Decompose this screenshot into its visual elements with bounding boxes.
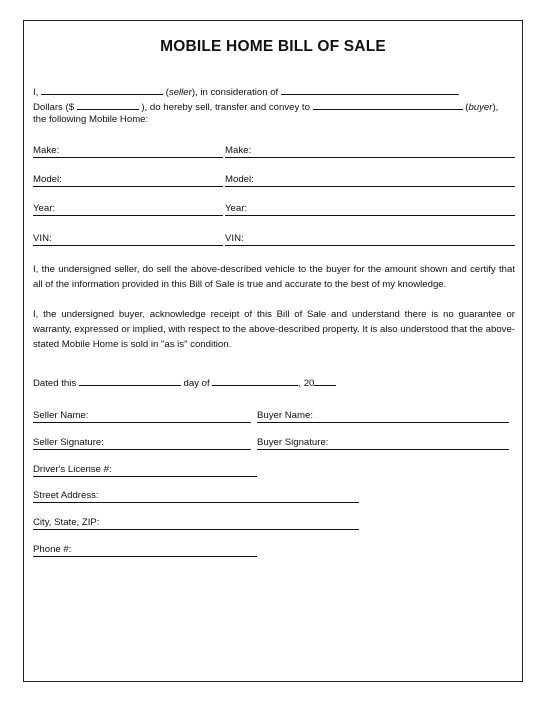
drivers-license-field[interactable] bbox=[33, 464, 257, 477]
dollars-blank[interactable] bbox=[77, 99, 139, 110]
intro-line-1: I, (seller), in consideration of bbox=[33, 84, 459, 99]
seller-signature-field[interactable] bbox=[33, 437, 251, 450]
buyer-name-field[interactable] bbox=[257, 410, 509, 423]
phone-field[interactable] bbox=[33, 544, 257, 557]
intro-line-3: the following Mobile Home: bbox=[33, 114, 149, 125]
day-of-label: day of bbox=[183, 378, 210, 389]
dated-this-label: Dated this bbox=[33, 378, 77, 389]
phone-label: Phone #: bbox=[33, 544, 72, 555]
make-field-right[interactable] bbox=[225, 145, 515, 158]
model-field-right[interactable] bbox=[225, 174, 515, 187]
year-field-right[interactable] bbox=[225, 203, 515, 216]
buyer-name-label: Buyer Name: bbox=[257, 410, 313, 421]
street-address-field[interactable] bbox=[33, 490, 359, 503]
seller-signature-label: Seller Signature: bbox=[33, 437, 104, 448]
vin-label: VIN: bbox=[33, 233, 52, 244]
buyer-signature-field[interactable] bbox=[257, 437, 509, 450]
vin-field-left[interactable] bbox=[33, 233, 223, 246]
intro-line-2: Dollars ($ ), do hereby sell, transfer and convey to (buyer), bbox=[33, 99, 498, 114]
intro-i: I, bbox=[33, 87, 39, 98]
dated-line bbox=[33, 375, 336, 390]
consideration-amount-blank[interactable] bbox=[281, 84, 459, 95]
buyer-label: buyer bbox=[468, 102, 493, 113]
bill-of-sale-form bbox=[23, 20, 523, 682]
convey-text: ), do hereby sell, transfer and convey to bbox=[141, 102, 310, 113]
year-blank[interactable] bbox=[314, 375, 336, 386]
make-field-left[interactable] bbox=[33, 145, 223, 158]
vin-label: VIN: bbox=[225, 233, 244, 244]
intro-line-2-end: ), bbox=[492, 102, 499, 113]
seller-name-field[interactable] bbox=[33, 410, 251, 423]
buyer-acknowledgement-paragraph: I, the undersigned buyer, acknowledge receipt of this Bill of Sale and understand there is no guarantee or warranty, expressed or implied, with respect to the above-described property. It is also understood that the above-stated Mobile Home is sold in "as is" condition. bbox=[33, 309, 515, 350]
dollars-label: Dollars ($ bbox=[33, 102, 75, 113]
seller-certification-paragraph: I, the undersigned seller, do sell the above-described vehicle to the buyer for the amount shown and certify that all of the information provided in this Bill of Sale is true and accurate to the best of my knowledge. bbox=[33, 264, 515, 290]
make-label: Make: bbox=[225, 145, 252, 156]
city-state-zip-field[interactable] bbox=[33, 517, 359, 530]
city-state-zip-label: City, State, ZIP: bbox=[33, 517, 100, 528]
make-label: Make: bbox=[33, 145, 60, 156]
model-label: Model: bbox=[33, 174, 62, 185]
year-label: Year: bbox=[225, 203, 248, 214]
year-field-left[interactable] bbox=[33, 203, 223, 216]
vin-field-right[interactable] bbox=[225, 233, 515, 246]
buyer-signature-label: Buyer Signature: bbox=[257, 437, 329, 448]
year-label: Year: bbox=[33, 203, 56, 214]
drivers-license-label: Driver's License #: bbox=[33, 464, 112, 475]
consideration-text: ), in consideration of bbox=[191, 87, 279, 98]
form-title: MOBILE HOME BILL OF SALE bbox=[160, 38, 386, 55]
model-field-left[interactable] bbox=[33, 174, 223, 187]
month-blank[interactable] bbox=[212, 375, 298, 386]
model-label: Model: bbox=[225, 174, 254, 185]
seller-name-blank[interactable] bbox=[41, 84, 163, 95]
seller-label: seller bbox=[168, 87, 192, 98]
year-prefix-label: , 20 bbox=[298, 378, 315, 389]
day-blank[interactable] bbox=[79, 375, 181, 386]
buyer-name-blank[interactable] bbox=[313, 99, 463, 110]
seller-name-label: Seller Name: bbox=[33, 410, 89, 421]
street-address-label: Street Address: bbox=[33, 490, 99, 501]
